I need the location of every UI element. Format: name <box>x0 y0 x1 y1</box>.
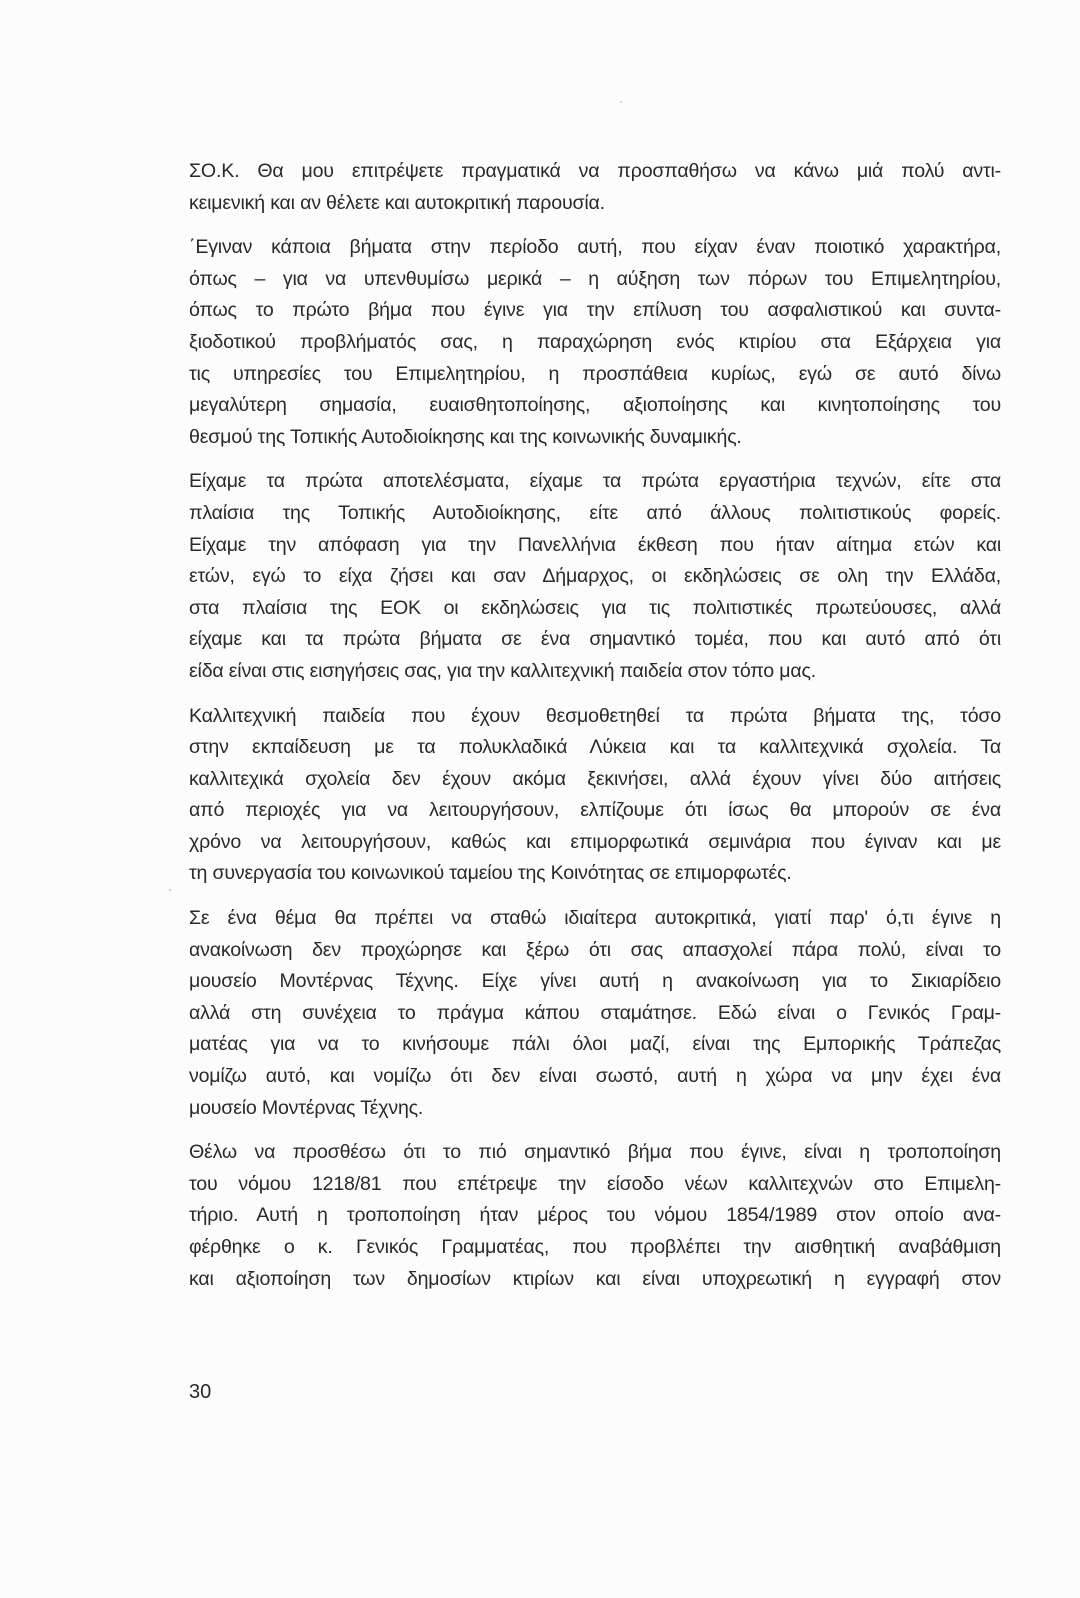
text-line: τις υπηρεσίες του Επιμελητηρίου, η προσπάθεια κυρίως, εγώ σε αυτό δίνω <box>189 362 1001 385</box>
text-line: μουσείο Μοντέρνας Τέχνης. Είχε γίνει αυτή η ανακοίνωση για το Σικιαρίδειο <box>189 970 1001 993</box>
paragraph <box>189 701 1001 891</box>
text-line: όπως το πρώτο βήμα που έγινε για την επίλυση του ασφαλιστικού και συντα- <box>189 299 1001 322</box>
paragraph <box>189 1137 1001 1295</box>
text-line: ματέας για να το κινήσουμε πάλι όλοι μαζί, είναι της Εμπορικής Τράπεζας <box>189 1033 1001 1056</box>
text-line: από περιοχές για να λειτουργήσουν, ελπίζουμε ότι ίσως θα μπορούν σε ένα <box>189 799 1001 822</box>
text-line: ΄Εγιναν κάποια βήματα στην περίοδο αυτή, που είχαν έναν ποιοτικό χαρακτήρα, <box>189 236 1001 259</box>
text-line: ξιοδοτικού προβλήματός σας, η παραχώρηση ενός κτιρίου στα Εξάρχεια για <box>189 330 1001 353</box>
text-line: ετών, εγώ το είχα ζήσει και σαν Δήμαρχος, οι εκδηλώσεις σε ολη την Ελλάδα, <box>189 565 1001 588</box>
text-line: χρόνο να λειτουργήσουν, καθώς και επιμορφωτικά σεμινάρια που έγιναν και με <box>189 830 1001 853</box>
text-line: θεσμού της Τοπικής Αυτοδιοίκησης και της κοινωνικής δυναμικής. <box>189 425 742 448</box>
page-number: 30 <box>189 1381 212 1403</box>
text-line: τη συνεργασία του κοινωνικού ταμείου της Κοινότητας σε επιμορφωτές. <box>189 862 792 885</box>
text-line: μουσείο Μοντέρνας Τέχνης. <box>189 1096 424 1119</box>
body-text <box>189 156 1001 1308</box>
text-line: Είχαμε την απόφαση για την Πανελλήνια έκθεση που ήταν αίτημα ετών και <box>189 533 1001 556</box>
text-line: όπως – για να υπενθυμίσω μερικά – η αύξηση των πόρων του Επιμελητηρίου, <box>189 267 1001 290</box>
text-line: φέρθηκε ο κ. Γενικός Γραμματέας, που προβλέπει την αισθητική αναβάθμιση <box>189 1236 1001 1258</box>
text-line: αλλά στη συνέχεια το πράγμα κάπου σταμάτησε. Εδώ είναι ο Γενικός Γραμ- <box>189 1001 1001 1024</box>
text-line: ΣΟ.Κ. Θα μου επιτρέψετε πραγματικά να προσπαθήσω να κάνω μιά πολύ αντι- <box>189 160 1001 182</box>
text-line: Είχαμε τα πρώτα αποτελέσματα, είχαμε τα πρώτα εργαστήρια τεχνών, είτε στα <box>189 470 1001 493</box>
text-line: Θέλω να προσθέσω ότι το πιό σημαντικό βήμα που έγινε, είναι η τροποποίηση <box>189 1141 1001 1164</box>
text-line: και αξιοποίηση των δημοσίων κτιρίων και είναι υποχρεωτική η εγγραφή στον <box>189 1267 1001 1290</box>
text-line: καλλιτεχικά σχολεία δεν έχουν ακόμα ξεκινήσει, αλλά έχουν γίνει δύο αιτήσεις <box>189 767 1001 790</box>
text-line: Σε ένα θέμα θα πρέπει να σταθώ ιδιαίτερα αυτοκριτικά, γιατί παρ' ό,τι έγινε η <box>189 907 1001 930</box>
paragraph <box>189 903 1001 1124</box>
paragraph <box>189 232 1001 453</box>
text-line: νομίζω αυτό, και νομίζω ότι δεν είναι σωστό, αυτή η χώρα να μην έχει ένα <box>189 1065 1001 1088</box>
text-line: στην εκπαίδευση με τα πολυκλαδικά Λύκεια και τα καλλιτεχνικά σχολεία. Τα <box>189 736 1001 759</box>
text-line: πλαίσια της Τοπικής Αυτοδιοίκησης, είτε από άλλους πολιτιστικούς φορείς. <box>189 501 1001 524</box>
text-line: είδα είναι στις εισηγήσεις σας, για την καλλιτεχνική παιδεία στον τόπο μας. <box>189 659 816 682</box>
text-line: ανακοίνωση δεν προχώρησε και ξέρω ότι σας απασχολεί πάρα πολύ, είναι το <box>189 938 1001 961</box>
text-line: μεγαλύτερη σημασία, ευαισθητοποίησης, αξιοποίησης και κινητοποίησης του <box>189 394 1001 417</box>
paragraph <box>189 156 1001 219</box>
paragraph <box>189 466 1001 687</box>
text-line: στα πλαίσια της ΕΟΚ οι εκδηλώσεις για τις πολιτιστικές πρωτεύουσες, αλλά <box>189 596 1001 619</box>
text-line: κειμενική και αν θέλετε και αυτοκριτική παρουσία. <box>189 191 605 214</box>
text-line: Καλλιτεχνική παιδεία που έχουν θεσμοθετηθεί τα πρώτα βήματα της, τόσο <box>189 704 1001 727</box>
scan-speck <box>169 889 171 891</box>
text-line: είχαμε και τα πρώτα βήματα σε ένα σημαντικό τομέα, που και αυτό από ότι <box>189 628 1001 651</box>
text-line: τήριο. Αυτή η τροποποίηση ήταν μέρος του νόμου 1854/1989 στον οποίο ανα- <box>189 1204 1001 1227</box>
scan-speck <box>620 101 622 103</box>
text-line: του νόμου 1218/81 που επέτρεψε την είσοδο νέων καλλιτεχνών στο Επιμελη- <box>189 1172 1001 1195</box>
